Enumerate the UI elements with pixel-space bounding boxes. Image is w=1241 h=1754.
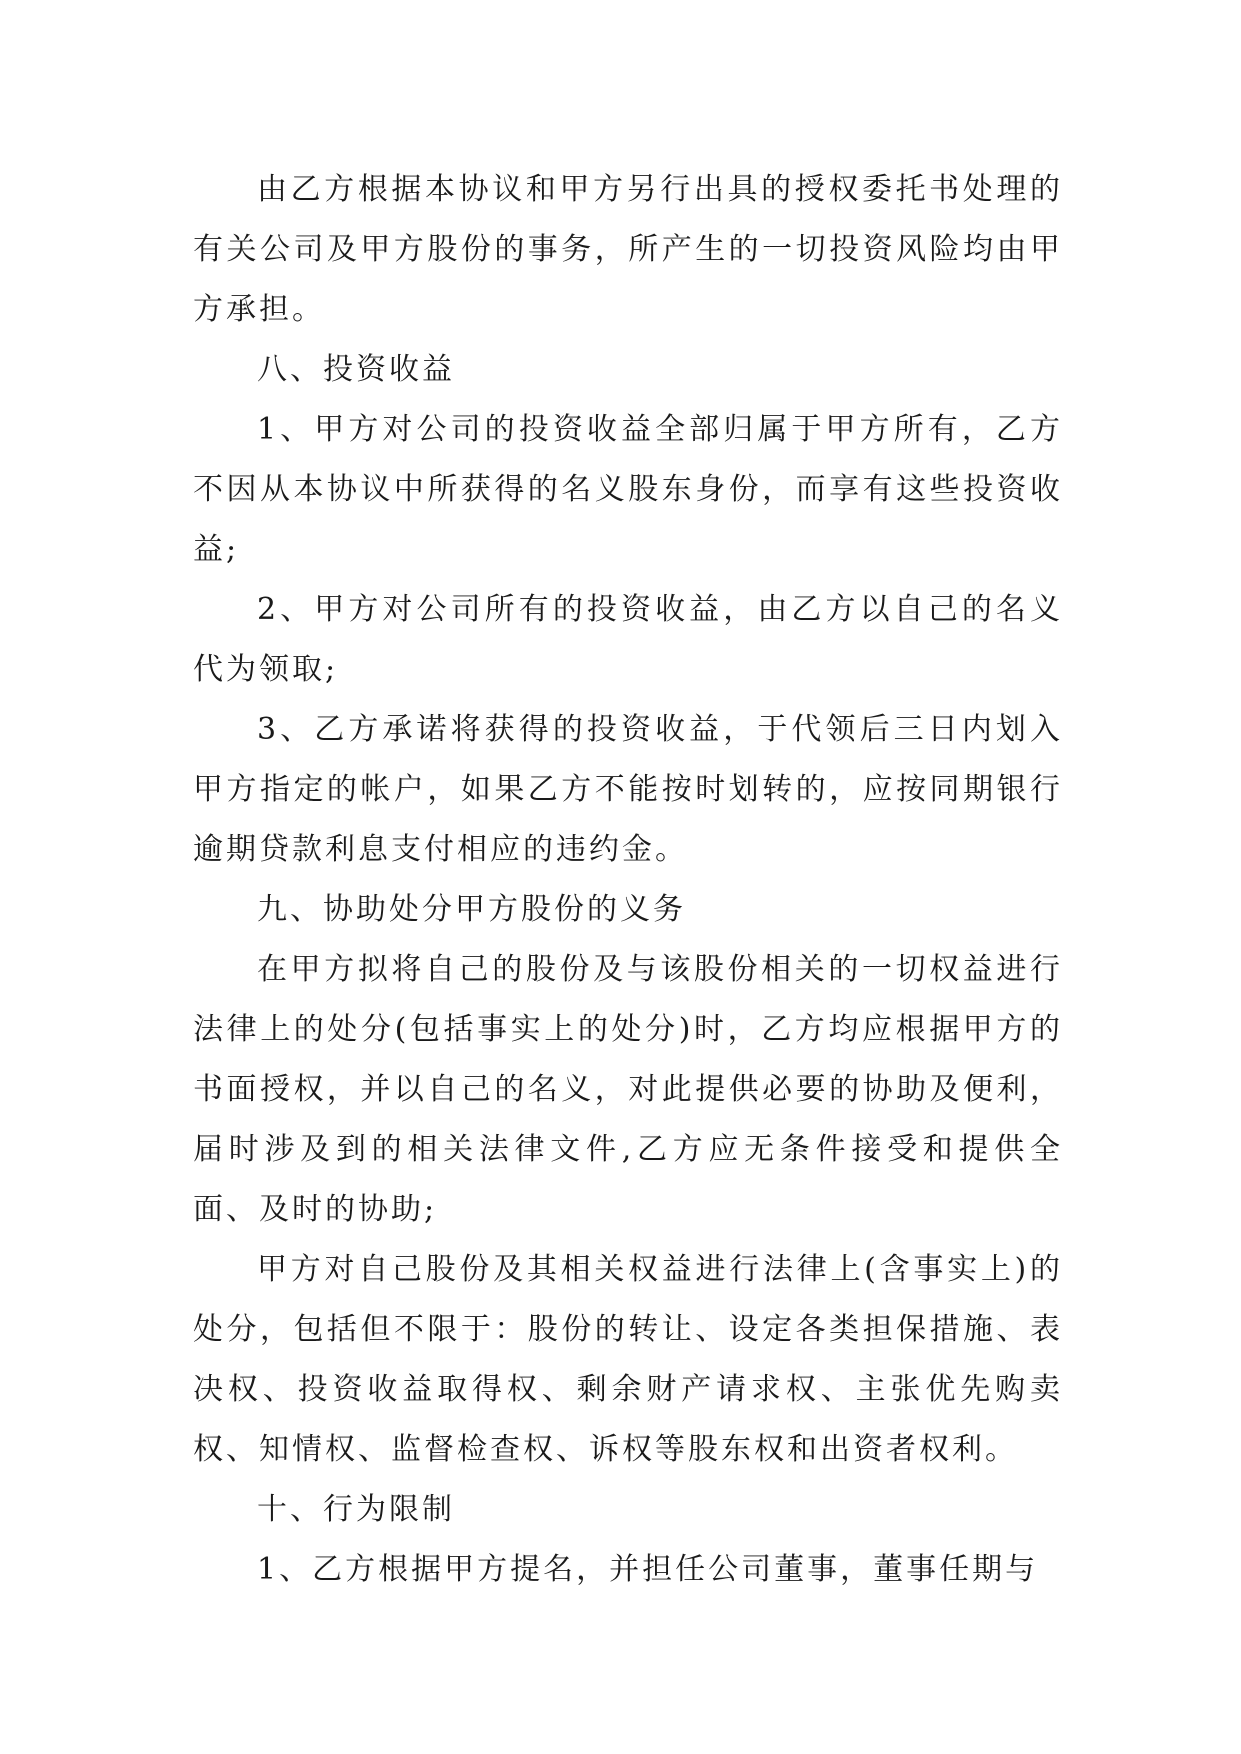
paragraph-income-ownership: 1、甲方对公司的投资收益全部归属于甲方所有，乙方不因从本协议中所获得的名义股东身份，而享有这些投资收益; bbox=[193, 412, 1063, 567]
document-body bbox=[193, 160, 1063, 1600]
paragraph-disposal-scope: 甲方对自己股份及其相关权益进行法律上(含事实上)的处分，包括但不限于：股份的转让、设定各类担保措施、表决权、投资收益取得权、剩余财产请求权、主张优先购卖权、知情权、监督检查权、诉权等股东权和出资者权利。 bbox=[193, 1252, 1063, 1467]
paragraph-income-collection: 2、甲方对公司所有的投资收益，由乙方以自己的名义代为领取; bbox=[193, 592, 1063, 687]
paragraph-director-term: 1、乙方根据甲方提名，并担任公司董事，董事任期与 bbox=[257, 1552, 1039, 1587]
section-heading-conduct-restrictions: 十、行为限制 bbox=[257, 1492, 455, 1527]
paragraph-disposal-assistance: 在甲方拟将自己的股份及与该股份相关的一切权益进行法律上的处分(包括事实上的处分)时，乙方均应根据甲方的书面授权，并以自己的名义，对此提供必要的协助及便利，届时涉及到的相关法律文件,乙方应无条件接受和提供全面、及时的协助; bbox=[193, 952, 1063, 1227]
section-heading-disposal-assistance: 九、协助处分甲方股份的义务 bbox=[257, 892, 686, 927]
section-heading-investment-income: 八、投资收益 bbox=[257, 352, 455, 387]
paragraph-risk-bearing: 由乙方根据本协议和甲方另行出具的授权委托书处理的有关公司及甲方股份的事务，所产生的一切投资风险均由甲方承担。 bbox=[193, 172, 1063, 327]
paragraph-income-transfer: 3、乙方承诺将获得的投资收益，于代领后三日内划入甲方指定的帐户，如果乙方不能按时划转的，应按同期银行逾期贷款利息支付相应的违约金。 bbox=[193, 712, 1063, 867]
